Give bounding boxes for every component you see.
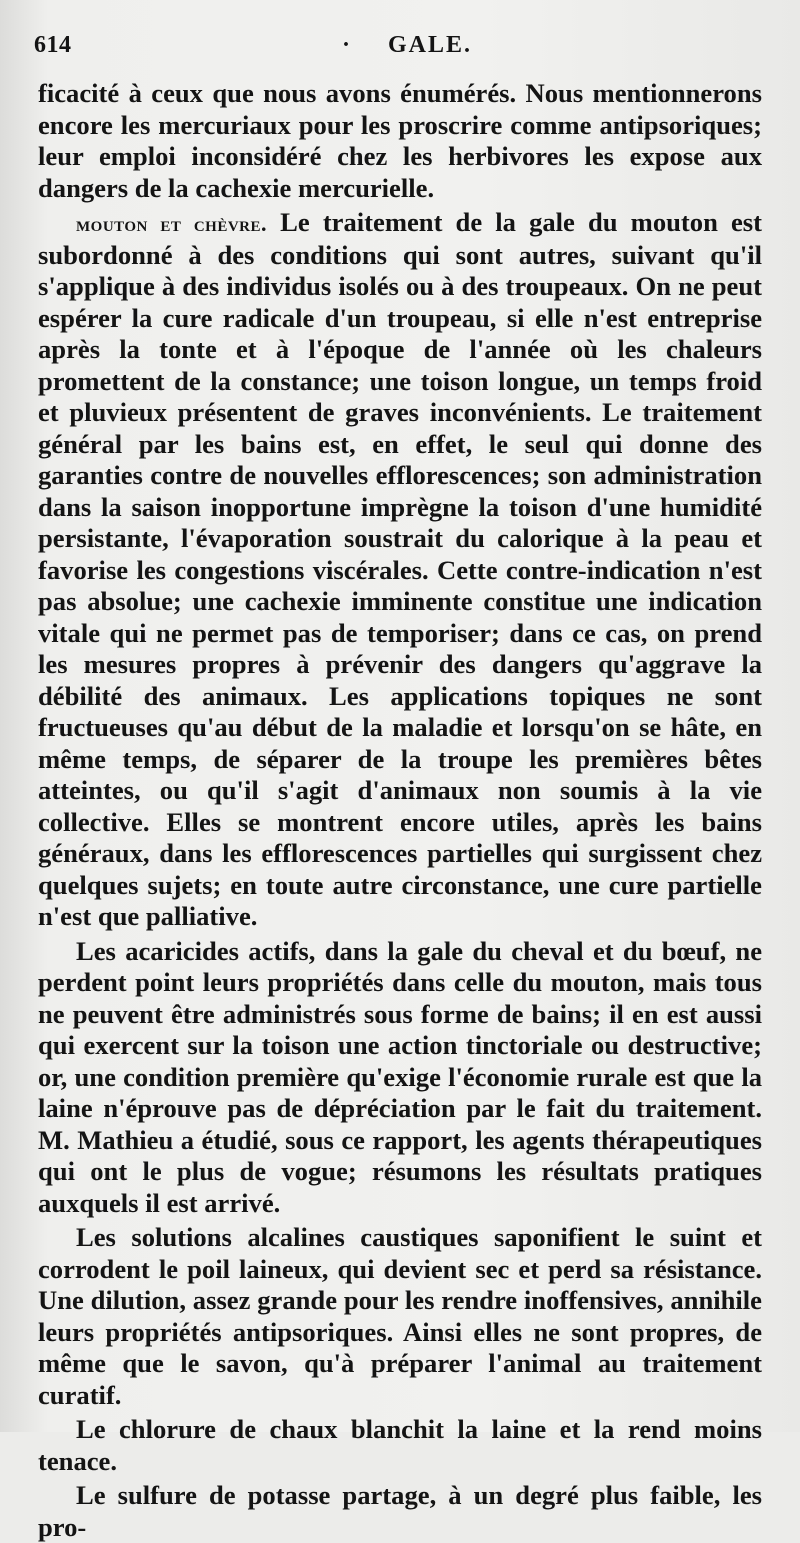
page-header <box>34 32 760 62</box>
body-text <box>38 78 762 1543</box>
section-lead: mouton et chèvre. <box>76 211 268 236</box>
header-separator: · <box>342 32 351 58</box>
paragraph-text: Les acaricides actifs, dans la gale du cheval et du bœuf, ne perdent point leurs propriétés dans celle du mouton, mais tous ne peuvent être administrés sous forme de bains; il en est aussi qui exercent sur la toison une action tinctoriale ou destructive; or, une condition première qu'exige l'économie rurale est que la laine n'éprouve pas de dépréciation par le fait du traitement. M. Mathieu a étudié, sous ce rapport, les agents thérapeutiques qui ont le plus de vogue; résumons les résultats pratiques auxquels il est arrivé. <box>38 935 762 1218</box>
page-number: 614 <box>34 32 72 58</box>
paragraph-text: ficacité à ceux que nous avons énumérés. Nous mentionnerons encore les mercuriaux pour les proscrire comme antipsoriques; leur emploi inconsidéré chez les herbivores les expose aux dangers de la cachexie mercurielle. <box>38 78 762 203</box>
paragraph-text: Le traitement de la gale du mouton est subordonné à des conditions qui sont autres, suivant qu'il s'applique à des individus isolés ou à des troupeaux. On ne peut espérer la cure radicale d'un troupeau, si elle n'est entreprise après la tonte et à l'époque de l'année où les chaleurs promettent de la constance; une toison longue, un temps froid et pluvieux présentent de graves inconvénients. Le traitement général par les bains est, en effet, le seul qui donne des garanties contre de nouvelles efflorescences; son administration dans la saison inopportune imprègne la toison d'une humidité persistante, l'évaporation soustrait du calorique à la peau et favorise les congestions viscérales. Cette contre-indication n'est pas absolue; une cachexie imminente constitue une indication vitale qui ne permet pas de temporiser; dans ce cas, on prend les mesures propres à prévenir des dangers qu'aggrave la débilité des animaux. Les applications topiques ne sont fructueuses qu'au début de la maladie et lorsqu'on se hâte, en même temps, de séparer de la troupe les premières bêtes atteintes, ou qu'il s'agit d'animaux non soumis à la vie collective. Elles se montrent encore utiles, après les bains généraux, dans les efflorescences partielles qui surgissent chez quelques sujets; en toute autre circonstance, une cure partielle n'est que palliative. <box>38 207 762 931</box>
paragraph-mouton-chevre <box>38 207 762 933</box>
paragraph-acaricides <box>38 936 762 1220</box>
paragraph-continuation <box>38 78 762 204</box>
paragraph-text: Les solutions alcalines caustiques saponifient le suint et corrodent le poil laineux, qui devient sec et perd sa résistance. Une dilution, assez grande pour les rendre inoffensives, annihile leurs propriétés antipsoriques. Ainsi elles ne sont propres, de même que le savon, qu'à préparer l'animal au traitement curatif. <box>38 1222 762 1410</box>
running-title: GALE. <box>388 32 473 58</box>
paragraph-text: Le chlorure de chaux blanchit la laine et la rend moins tenace. <box>38 1414 762 1476</box>
paragraph-solutions-alcalines <box>38 1222 762 1411</box>
paragraph-sulfure <box>38 1480 762 1543</box>
paragraph-chlorure <box>38 1414 762 1477</box>
paragraph-text: Le sulfure de potasse partage, à un degré plus faible, les pro- <box>38 1480 762 1542</box>
